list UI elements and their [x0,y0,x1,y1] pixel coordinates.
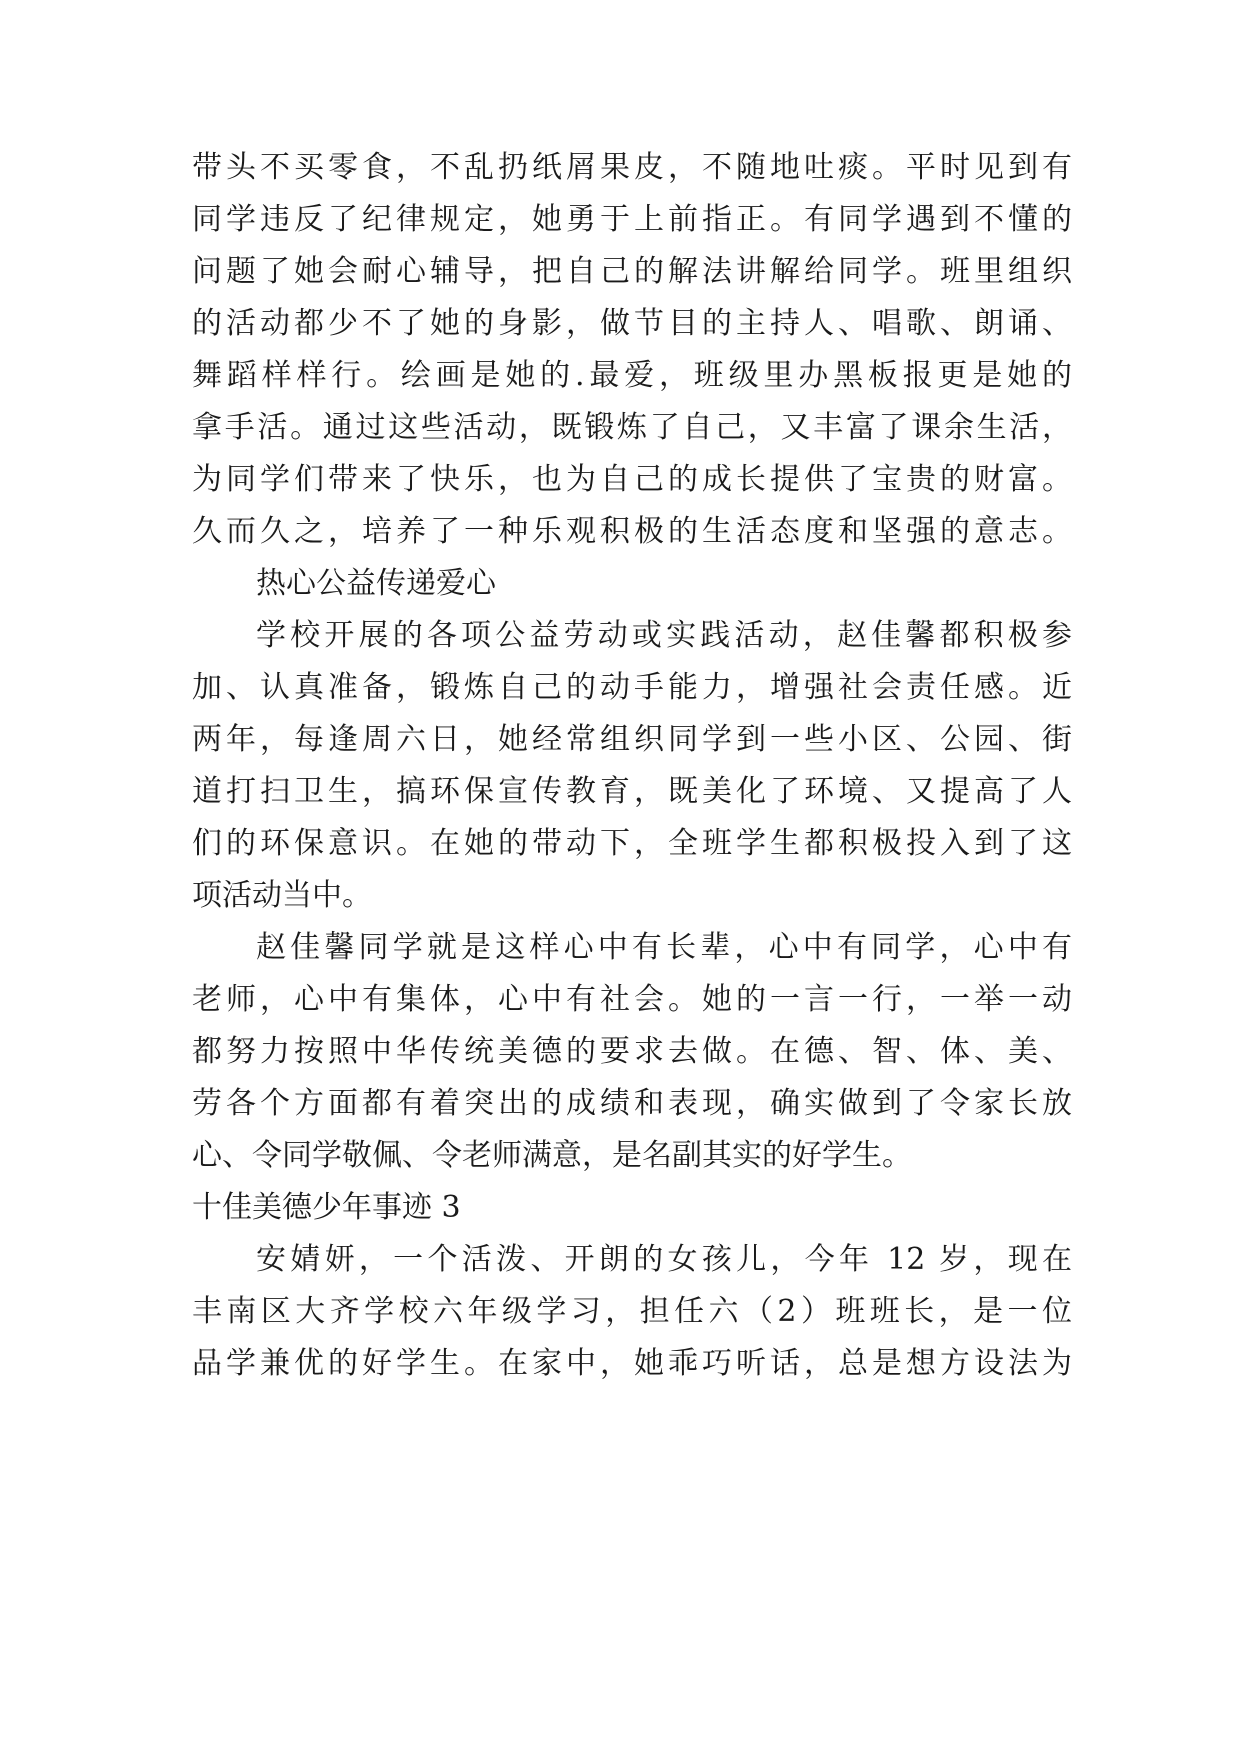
section-title: 十佳美德少年事迹 3 [192,1190,461,1225]
paragraph-line: 项活动当中。 [192,878,372,913]
paragraph-line: 学校开展的各项公益劳动或实践活动，赵佳馨都积极参 [256,618,1072,653]
paragraph-line: 问题了她会耐心辅导，把自己的解法讲解给同学。班里组织 [192,254,1072,289]
paragraph-line: 们的环保意识。在她的带动下，全班学生都积极投入到了这 [192,826,1072,861]
paragraph-line: 安婧妍，一个活泼、开朗的女孩儿，今年 12 岁，现在 [256,1242,1072,1277]
paragraph-line: 心、令同学敬佩、令老师满意，是名副其实的好学生。 [192,1138,912,1173]
paragraph-line: 劳各个方面都有着突出的成绩和表现，确实做到了令家长放 [192,1086,1072,1121]
paragraph-line: 带头不买零食，不乱扔纸屑果皮，不随地吐痰。平时见到有 [192,150,1072,185]
paragraph-line: 加、认真准备，锻炼自己的动手能力，增强社会责任感。近 [192,670,1072,705]
paragraph-line: 丰南区大齐学校六年级学习，担任六（2）班班长，是一位 [192,1294,1072,1329]
paragraph-line: 为同学们带来了快乐，也为自己的成长提供了宝贵的财富。 [192,462,1072,497]
paragraph-line: 品学兼优的好学生。在家中，她乖巧听话，总是想方设法为 [192,1346,1072,1381]
paragraph-line: 舞蹈样样行。绘画是她的.最爱，班级里办黑板报更是她的 [192,358,1072,393]
paragraph-line: 道打扫卫生，搞环保宣传教育，既美化了环境、又提高了人 [192,774,1072,809]
paragraph-line: 的活动都少不了她的身影，做节目的主持人、唱歌、朗诵、 [192,306,1072,341]
paragraph-line: 赵佳馨同学就是这样心中有长辈，心中有同学，心中有 [256,930,1072,965]
paragraph-line: 都努力按照中华传统美德的要求去做。在德、智、体、美、 [192,1034,1072,1069]
paragraph-line: 拿手活。通过这些活动，既锻炼了自己，又丰富了课余生活， [192,410,1072,445]
section-heading: 热心公益传递爱心 [256,566,496,601]
paragraph-line: 久而久之，培养了一种乐观积极的生活态度和坚强的意志。 [192,514,1072,549]
paragraph-line: 两年，每逢周六日，她经常组织同学到一些小区、公园、街 [192,722,1072,757]
paragraph-line: 老师，心中有集体，心中有社会。她的一言一行，一举一动 [192,982,1072,1017]
paragraph-line: 同学违反了纪律规定，她勇于上前指正。有同学遇到不懂的 [192,202,1072,237]
